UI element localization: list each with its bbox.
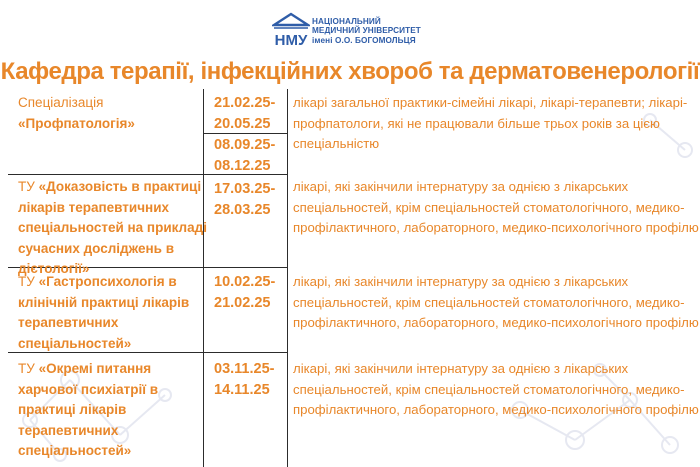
date-end: 14.11.25 — [214, 382, 270, 398]
university-logo — [272, 12, 437, 52]
course-2-title: «Доказовість в практиці лікарів терапевтичних спеціальностей на прикладі сучасних досліджень в дієтології» — [18, 179, 207, 276]
course-1-dates-second — [214, 135, 275, 177]
date-start: 21.02.25- — [214, 95, 276, 111]
date-end: 08.12.25 — [214, 158, 271, 174]
date-start: 17.03.25- — [214, 181, 276, 197]
page-title: Кафедра терапії, інфекційних хвороб та дерматовенерології — [0, 58, 700, 85]
course-4-type: ТУ — [18, 361, 35, 376]
course-3-title: «Гастропсихологія в клінічній практиці лікарів терапевтичних спеціальностей» — [18, 274, 190, 351]
course-3-audience: лікарі, які закінчили інтернатуру за однією з лікарських спеціальностей, крім спеціальностей стоматологічного, медико-профілактичного, лабораторного, медико-психологічного профілю — [293, 274, 699, 330]
column-divider — [287, 89, 288, 467]
course-1-title: «Профпатологія» — [18, 115, 135, 131]
course-2-type: ТУ — [18, 179, 35, 194]
course-1-type: Спеціалізація — [18, 95, 104, 110]
date-start: 10.02.25- — [214, 274, 276, 290]
course-row-2-program — [18, 177, 212, 280]
university-name-line3: імені О.О. БОГОМОЛЬЦЯ — [312, 35, 416, 45]
date-end: 21.02.25 — [214, 295, 271, 311]
course-4-title: «Окремі питання харчової психіатрії в практиці лікарів терапевтичних спеціальностей» — [18, 361, 159, 458]
date-end: 28.03.25 — [214, 202, 271, 218]
university-name-line1: НАЦІОНАЛЬНИЙ — [312, 17, 381, 26]
course-3-dates — [214, 272, 275, 314]
course-1-dates-first — [214, 93, 275, 135]
course-1-audience: лікарі загальної практики-сімейні лікарі, лікарі-терапевти; лікарі-профпатологи, які не працювали більше трьох років за цією спеціальністю — [293, 95, 688, 151]
course-2-dates — [214, 179, 275, 221]
course-row-3-program — [18, 272, 198, 354]
course-2-audience: лікарі, які закінчили інтернатуру за однією з лікарських спеціальностей, крім спеціальностей стоматологічного, медико-профілактичного, лабораторного, медико-психологічного профілю — [293, 179, 699, 235]
course-row-1-program — [18, 93, 200, 134]
course-row-4-program — [18, 359, 198, 462]
date-end: 20.05.25 — [214, 116, 271, 132]
university-emblem-icon — [272, 12, 310, 50]
logo-letters: НМУ — [274, 32, 308, 49]
course-4-audience: лікарі, які закінчили інтернатуру за однією з лікарських спеціальностей, крім спеціальностей стоматологічного, медико-профілактичного, лабораторного, медико-психологічного профілю — [293, 361, 699, 417]
courses-table — [8, 89, 700, 467]
date-start: 03.11.25- — [214, 361, 275, 377]
course-4-dates — [214, 359, 274, 401]
date-start: 08.09.25- — [214, 137, 276, 153]
course-3-type: ТУ — [18, 274, 35, 289]
university-name-line2: МЕДИЧНИЙ УНІВЕРСИТЕТ — [312, 26, 421, 36]
